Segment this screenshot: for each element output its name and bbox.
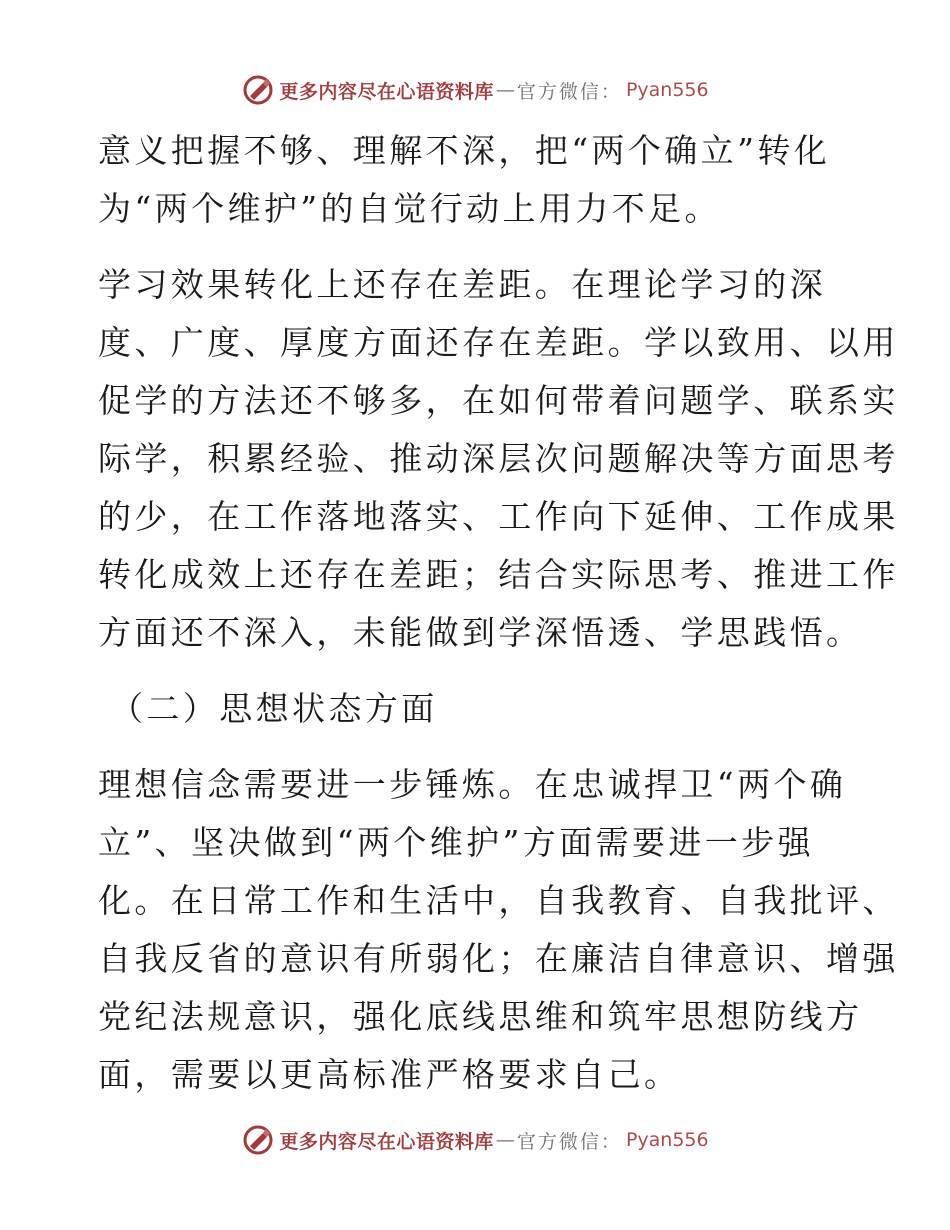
heading-text: （二）思想状态方面 [110, 689, 438, 728]
text-line: 理想信念需要进一步锤炼。在忠诚捍卫“两个确 [98, 765, 847, 804]
paragraph-2 [98, 256, 899, 662]
watermark-official-label: 官方微信： [516, 80, 622, 103]
paragraph-1 [98, 122, 858, 238]
watermark-brand: 更多内容尽在心语资料库 [279, 1130, 494, 1153]
watermark-header [0, 70, 950, 110]
text-line: 为“两个维护”的自觉行动上用力不足。 [98, 189, 721, 228]
watermark-wechat-id: Pyan556 [625, 1129, 709, 1151]
text-line: 促学的方法还不够多，在如何带着问题学、联系实 [98, 381, 899, 420]
text-line: 党纪法规意识，强化底线思维和筑牢思想防线方 [98, 997, 863, 1036]
text-line: 的少，在工作落地落实、工作向下延伸、工作成果 [98, 497, 899, 536]
paragraph-3 [98, 756, 899, 1104]
text-line: 化。在日常工作和生活中，自我教育、自我批评、 [98, 881, 899, 920]
watermark-dash: — [495, 79, 515, 101]
watermark-footer [0, 1120, 950, 1160]
text-line: 自我反省的意识有所弱化；在廉洁自律意识、增强 [98, 939, 899, 978]
text-line: 学习效果转化上还存在差距。在理论学习的深 [98, 265, 826, 304]
text-line: 方面还不深入，未能做到学深悟透、学思践悟。 [98, 613, 863, 652]
watermark-wechat-id: Pyan556 [625, 79, 709, 101]
brand-logo-icon [241, 73, 275, 107]
text-line: 立”、坚决做到“两个维护”方面需要进一步强 [98, 823, 815, 862]
section-heading [98, 680, 858, 738]
document-body [98, 122, 899, 1104]
watermark-official-label: 官方微信： [516, 1130, 622, 1153]
watermark-dash: — [495, 1129, 515, 1151]
brand-logo-icon [241, 1123, 275, 1157]
text-line: 面，需要以更高标准严格要求自己。 [98, 1055, 681, 1094]
text-line: 际学，积累经验、推动深层次问题解决等方面思考 [98, 439, 899, 478]
watermark-brand: 更多内容尽在心语资料库 [279, 80, 494, 103]
text-line: 意义把握不够、理解不深，把“两个确立”转化 [98, 131, 831, 170]
text-line: 度、广度、厚度方面还存在差距。学以致用、以用 [98, 323, 899, 362]
text-line: 转化成效上还存在差距；结合实际思考、推进工作 [98, 555, 899, 594]
